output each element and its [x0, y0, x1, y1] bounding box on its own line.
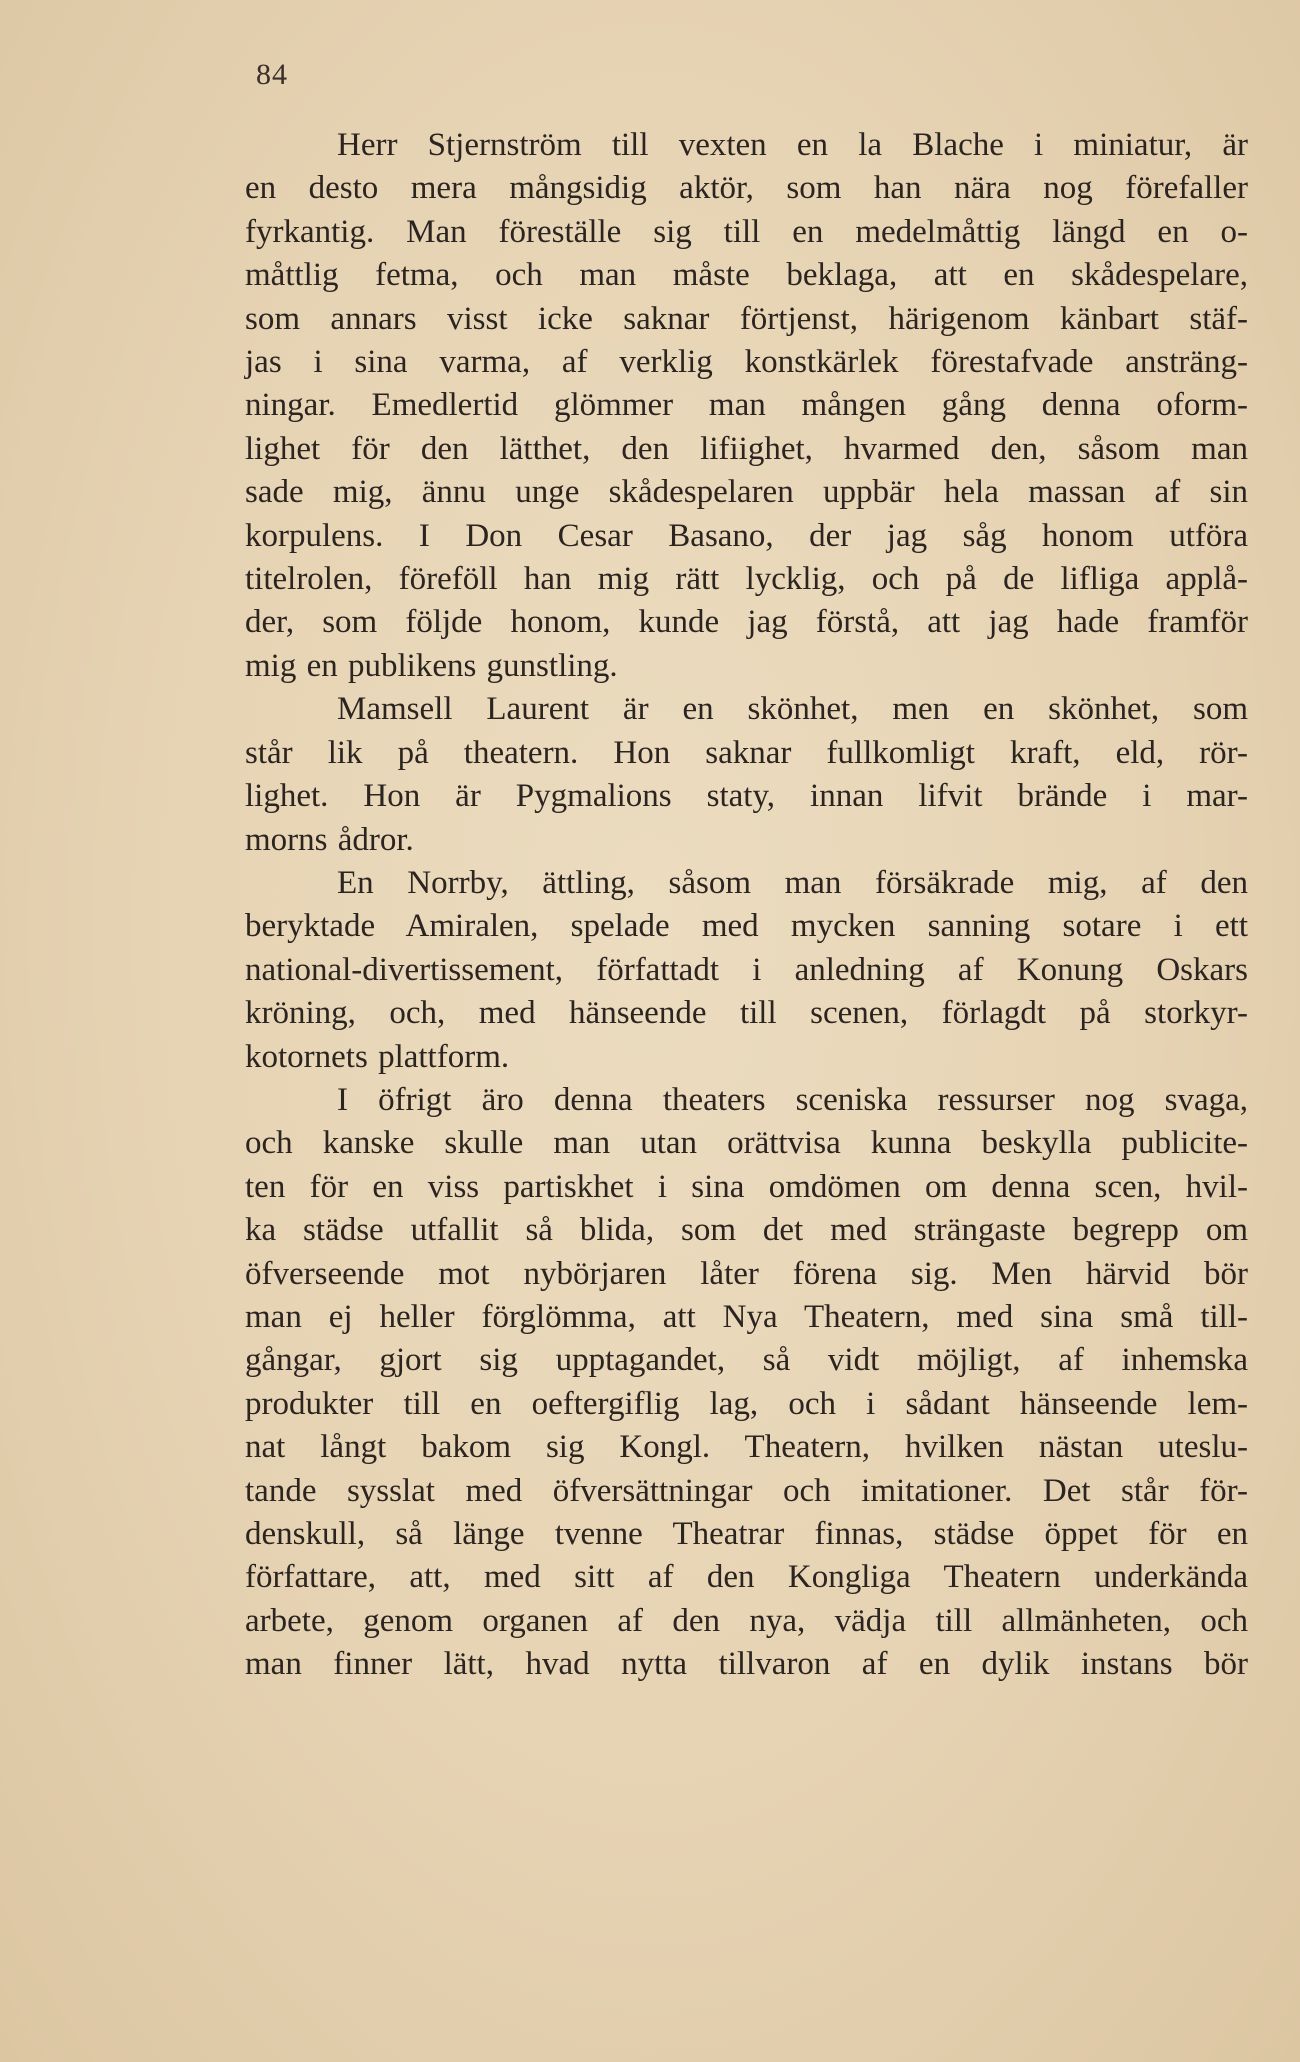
text-line: som annars visst icke saknar förtjenst, härigenom känbart stäf-	[245, 300, 1248, 337]
text-line: sade mig, ännu unge skådespelaren uppbär hela massan af sin	[245, 474, 1248, 511]
text-line: fyrkantig. Man föreställe sig till en medelmåttig längd en o-	[245, 213, 1248, 250]
text-line: öfverseende mot nybörjaren låter förena sig. Men härvid bör	[245, 1255, 1248, 1292]
text-line: national-divertissement, författadt i anledning af Konung Oskars	[245, 951, 1248, 988]
text-line: en desto mera mångsidig aktör, som han nära nog förefaller	[245, 170, 1248, 207]
text-line: ka städse utfallit så blida, som det med strängaste begrepp om	[245, 1212, 1248, 1249]
text-line: I öfrigt äro denna theaters sceniska ressurser nog svaga,	[337, 1081, 1248, 1118]
text-line: tande sysslat med öfversättningar och imitationer. Det står för-	[245, 1472, 1248, 1509]
text-line: författare, att, med sitt af den Kongliga Theatern underkända	[245, 1559, 1248, 1596]
text-line: måttlig fetma, och man måste beklaga, att en skådespelare,	[245, 257, 1248, 294]
text-line: produkter till en oeftergiflig lag, och i sådant hänseende lem-	[245, 1385, 1248, 1422]
text-line: morns ådror.	[245, 821, 414, 858]
paragraph-2	[245, 688, 1248, 862]
text-line: gångar, gjort sig upptagandet, så vidt möjligt, af inhemska	[245, 1342, 1248, 1379]
text-line: jas i sina varma, af verklig konstkärlek förestafvade ansträng-	[245, 344, 1248, 381]
text-line: ningar. Emedlertid glömmer man mången gång denna oform-	[245, 387, 1248, 424]
text-line: nat långt bakom sig Kongl. Theatern, hvilken nästan uteslu-	[245, 1429, 1248, 1466]
paragraph-3	[245, 862, 1248, 1079]
text-line: man finner lätt, hvad nytta tillvaron af en dylik instans bör	[245, 1646, 1248, 1683]
text-line: står lik på theatern. Hon saknar fullkomligt kraft, eld, rör-	[245, 734, 1248, 771]
text-line: titelrolen, föreföll han mig rätt lycklig, och på de lifliga applå-	[245, 561, 1248, 598]
text-line: lighet för den lätthet, den lifiighet, hvarmed den, såsom man	[245, 430, 1248, 467]
text-line: Herr Stjernström till vexten en la Blache i miniatur, är	[337, 127, 1248, 163]
text-line: beryktade Amiralen, spelade med mycken sanning sotare i ett	[245, 908, 1248, 945]
text-line: der, som följde honom, kunde jag förstå, att jag hade framför	[245, 604, 1248, 641]
text-line: lighet. Hon är Pygmalions staty, innan lifvit brände i mar-	[245, 778, 1248, 815]
paragraph-1	[245, 124, 1248, 688]
text-line: En Norrby, ättling, såsom man försäkrade mig, af den	[337, 864, 1248, 901]
text-line: denskull, så länge tvenne Theatrar finnas, städse öppet för en	[245, 1516, 1248, 1552]
text-line: arbete, genom organen af den nya, vädja till allmänheten, och	[245, 1602, 1248, 1639]
text-line: ten för en viss partiskhet i sina omdömen om denna scen, hvil-	[245, 1168, 1248, 1205]
text-line: kröning, och, med hänseende till scenen, förlagdt på storkyr-	[245, 995, 1248, 1032]
text-line: mig en publikens gunstling.	[245, 647, 618, 684]
text-line: och kanske skulle man utan orättvisa kunna beskylla publicite-	[245, 1125, 1248, 1162]
paragraph-4	[245, 1079, 1248, 1687]
text-line: Mamsell Laurent är en skönhet, men en skönhet, som	[337, 691, 1248, 728]
page-number: 84	[256, 58, 288, 91]
text-line: man ej heller förglömma, att Nya Theatern, med sina små till-	[245, 1298, 1248, 1335]
text-line: kotornets plattform.	[245, 1038, 510, 1075]
body-text	[245, 124, 1248, 1687]
text-line: korpulens. I Don Cesar Basano, der jag såg honom utföra	[245, 517, 1248, 554]
